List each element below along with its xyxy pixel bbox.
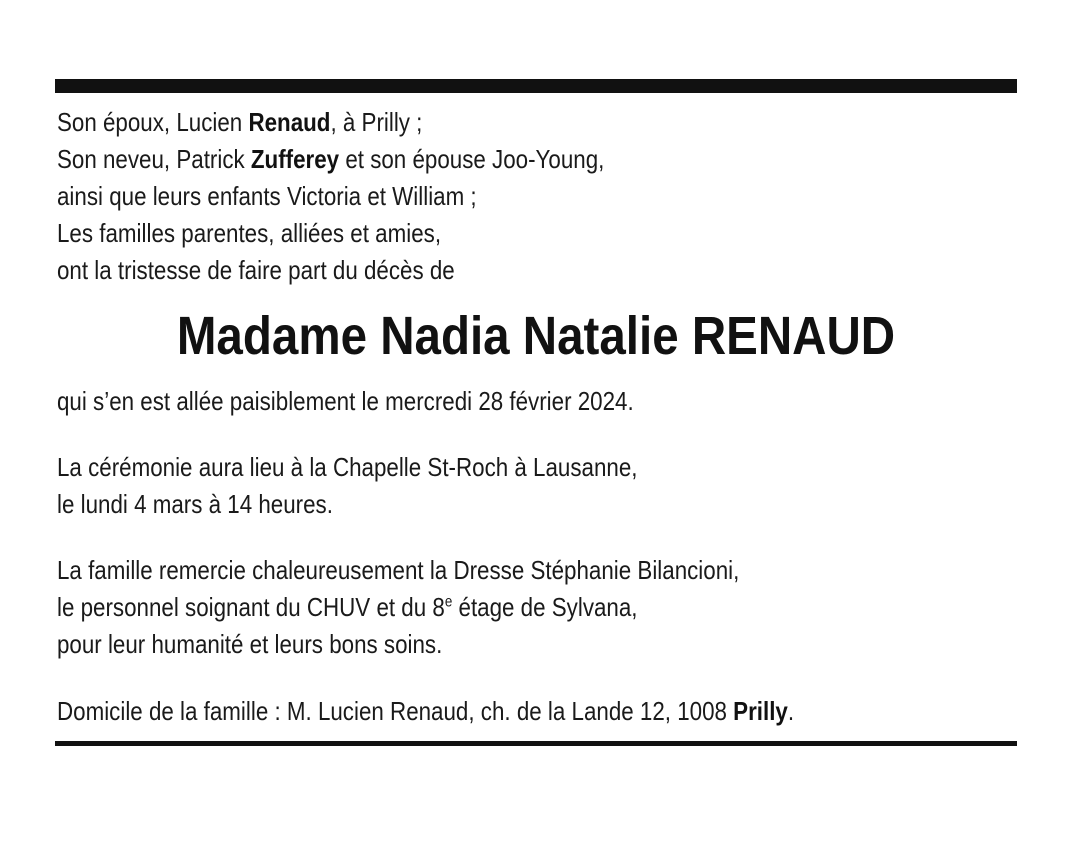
- thanks-section: [57, 552, 739, 663]
- family-announcement: [57, 104, 883, 289]
- spouse-surname: Renaud: [248, 107, 331, 137]
- nephew-spouse-text: et son épouse Joo-Young,: [339, 144, 605, 174]
- domicile-line: [57, 693, 794, 730]
- ceremony-info: [57, 449, 637, 523]
- deceased-name: Madame Nadia Natalie RENAUD: [176, 306, 896, 366]
- family-domicile: [57, 693, 794, 730]
- family-line-relatives: Les familles parentes, alliées et amies,: [57, 218, 442, 248]
- thanks-line-3: pour leur humanité et leurs bons soins.: [57, 629, 443, 659]
- ceremony-line-2: le lundi 4 mars à 14 heures.: [57, 489, 333, 519]
- nephew-text: Son neveu, Patrick: [57, 144, 251, 174]
- bottom-border-rule: [55, 741, 1017, 746]
- domicile-town: Prilly: [733, 696, 788, 726]
- thanks-line-2-rest: étage de Sylvana,: [452, 592, 638, 622]
- death-line: qui s’en est allée paisiblement le mercredi 28 février 2024.: [57, 386, 634, 416]
- ordinal-superscript: e: [444, 593, 453, 611]
- thanks-line-2-text: le personnel soignant du CHUV et du 8: [57, 592, 445, 622]
- family-line-announcement: ont la tristesse de faire part du décès de: [57, 255, 455, 285]
- thanks-line-1: La famille remercie chaleureusement la Dresse Stéphanie Bilancioni,: [57, 555, 740, 585]
- spouse-place: , à Prilly ;: [330, 107, 423, 137]
- thanks-line-2: [57, 589, 739, 626]
- top-border-rule: [55, 79, 1017, 93]
- domicile-period: .: [787, 696, 795, 726]
- spouse-text: Son époux, Lucien: [57, 107, 249, 137]
- family-line-nephew: [57, 141, 883, 178]
- ceremony-line-1: La cérémonie aura lieu à la Chapelle St-Roch à Lausanne,: [57, 452, 638, 482]
- domicile-address: Domicile de la famille : M. Lucien Renaud, ch. de la Lande 12, 1008: [57, 696, 734, 726]
- nephew-surname: Zufferey: [250, 144, 340, 174]
- death-notice: [57, 383, 634, 420]
- family-line-spouse: [57, 104, 883, 141]
- family-line-children: ainsi que leurs enfants Victoria et William ;: [57, 181, 477, 211]
